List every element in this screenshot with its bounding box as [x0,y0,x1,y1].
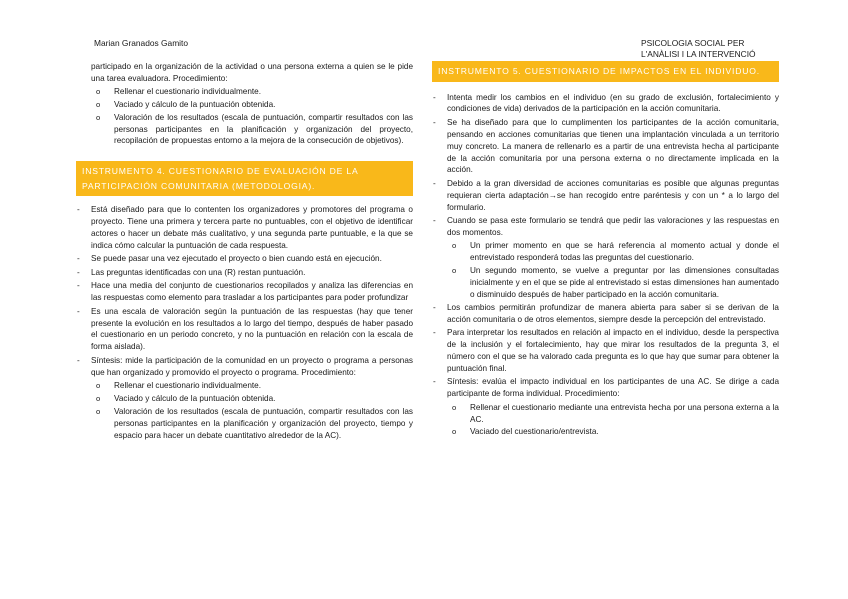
right-column [432,61,779,439]
list-item: - Se ha diseñado para que lo cumplimenten los participantes de la acción comunitaria, pensando en acciones comunitarias que tienen una implantación vinculada a un territorio muy concreto. La manera de rellenarlo es a partir de una entrevista hecha al participante de la acción comunitaria por una persona externa o no directamente implicada en la acción. [432,117,779,177]
list-item: - Hace una media del conjunto de cuestionarios recopilados y analiza las diferencias en las respuestas como elemento para trasladar a los participantes para poder profundizar [76,280,413,304]
list-item: - Se puede pasar una vez ejecutado el proyecto o bien cuando está en ejecución. [76,253,413,265]
section-heading-instrument-5: INSTRUMENTO 5. CUESTIONARIO DE IMPACTOS EN EL INDIVIDUO. [432,61,779,82]
list-item: o Rellenar el cuestionario mediante una entrevista hecha por una persona externa a la AC. [432,402,779,426]
list-item: - Es una escala de valoración según la puntuación de las respuestas (hay que tener presente la evolución en los resultados a lo largo del tiempo, después de haber pasado el cuestionario en un periodo concreto, y no la puntuación en relación con la escala de forma aislada). [76,306,413,354]
list-item: o Valoración de los resultados (escala de puntuación, compartir resultados con las personas participantes en la planificación y organización del proyecto, tiempo y espacio para hacer un debate cuantitativo alrededor de la AC). [76,406,413,442]
intro-steps-list [76,86,413,148]
left-column [76,61,413,443]
list-item: - Para interpretar los resultados en relación al impacto en el individuo, desde la perspectiva de la inclusión y el fortalecimiento, hay que mirar los resultados de la pregunta 3, el número con el que se ha valorado cada pregunta es lo que hay que sumar para obtener la puntuación final. [432,327,779,375]
course-title [641,38,801,60]
list-item: - Intenta medir los cambios en el individuo (en su grado de exclusión, fortalecimiento y condiciones de vida) derivados de la participación en la acción comunitaria. [432,92,779,116]
course-title-line-1: PSICOLOGIA SOCIAL PER [641,38,745,48]
instrument-5-synthesis-steps [432,402,779,439]
author-name: Marian Granados Gamito [94,38,189,48]
instrument-5-bullets [432,92,779,239]
list-item: - Cuando se pasa este formulario se tendrá que pedir las valoraciones y las respuestas en dos momentos. [432,215,779,239]
list-item: - Los cambios permitirán profundizar de manera abierta para saber si se derivan de la acción comunitaria o de otros elementos, siempre desde la percepción del entrevistado. [432,302,779,326]
list-item: - Síntesis: evalúa el impacto individual en los participantes de una AC. Se dirige a cada participante de forma individual. Procedimiento: [432,376,779,400]
section-heading-instrument-4: INSTRUMENTO 4. CUESTIONARIO DE EVALUACIÓN DE LA PARTICIPACIÓN COMUNITARIA (METODOLOGIA). [76,161,413,196]
list-item: o Un segundo momento, se vuelve a preguntar por las dimensiones consultadas inicialmente y en el que se pide al entrevistado si estas dimensiones han aumentado o disminuido después de haber participado en la acción comunitaria. [432,265,779,301]
list-item: o Rellenar el cuestionario individualmente. [76,86,413,98]
list-item: o Vaciado y cálculo de la puntuación obtenida. [76,393,413,405]
list-item: - Síntesis: mide la participación de la comunidad en un proyecto o programa a personas que han organizado y promovido el proyecto o programa. Procedimiento: [76,355,413,379]
list-item: - Debido a la gran diversidad de acciones comunitarias es posible que algunas preguntas requieran cierta adaptación→se han recogido entre paréntesis y con un * a lo largo del formulario. [432,178,779,214]
instrument-4-bullets [76,204,413,378]
list-item: - Está diseñado para que lo contenten los organizadores y promotores del programa o proyecto. Tiene una primera y tercera parte no puntuables, con el objetivo de identificar actores o hacer un debate más cualitativo, y una segunda parte puntuable, e la que se indica cómo calcular la puntuación de cada respuesta. [76,204,413,252]
list-item: o Vaciado del cuestionario/entrevista. [432,426,779,438]
instrument-4-synthesis-steps [76,380,413,442]
list-item: o Valoración de los resultados (escala de puntuación, compartir resultados con las personas participantes en la planificación y organización del proyecto, recopilación de propuestas entorno a la mejora de la consecución de objetivos). [76,112,413,148]
instrument-5-bullets-continued [432,302,779,400]
list-item: o Vaciado y cálculo de la puntuación obtenida. [76,99,413,111]
intro-paragraph: participado en la organización de la actividad o una persona externa a quien se le pide una tarea evaluadora. Procedimiento: [91,62,413,83]
moments-list [432,240,779,301]
course-title-line-2: L'ANÀLISI I LA INTERVENCIÓ [641,49,756,59]
list-item: - Las preguntas identificadas con una (R) restan puntuación. [76,267,413,279]
list-item: o Rellenar el cuestionario individualmente. [76,380,413,392]
list-item: o Un primer momento en que se hará referencia al momento actual y donde el entrevistado responderá todas las preguntas del cuestionario. [432,240,779,264]
